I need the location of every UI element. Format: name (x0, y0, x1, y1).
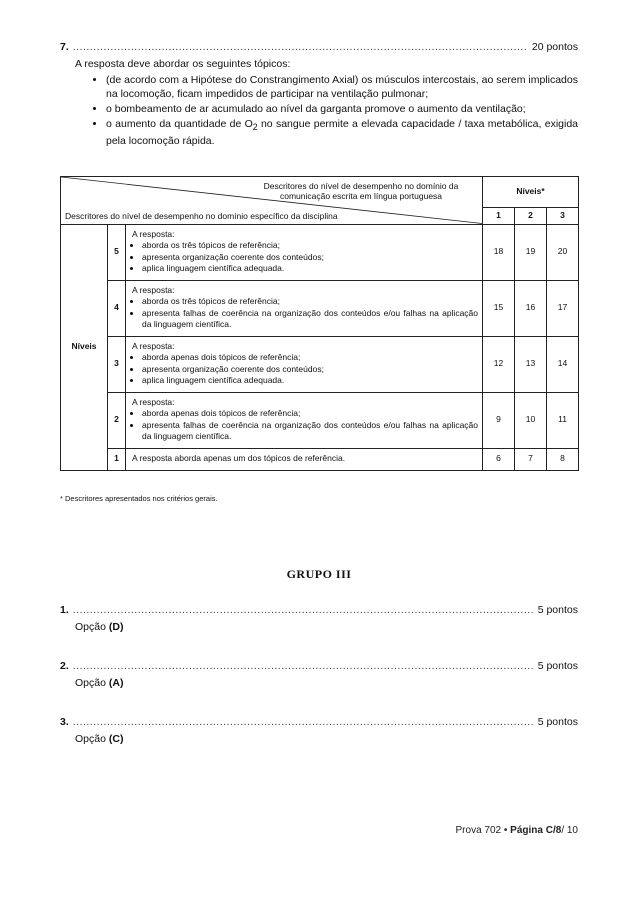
row-intro: A resposta: (132, 284, 175, 295)
score-cell: 18 (483, 224, 515, 280)
footnote: * Descritores apresentados nos critérios gerais. (60, 494, 218, 503)
scoring-table (60, 176, 579, 471)
table-row (61, 448, 579, 470)
table-row (61, 392, 579, 448)
answer-intro: A resposta deve abordar os seguintes tópicos: (75, 58, 291, 70)
topic-text: no sangue permite a elevada capacidade / taxa metabólica, exigida pela locomoção rápida. (106, 118, 579, 148)
row-level: 2 (108, 392, 126, 448)
page-total: / 10 (561, 825, 578, 836)
score-cell: 11 (547, 392, 579, 448)
row-description (126, 280, 483, 336)
section-title: GRUPO III (286, 567, 352, 581)
separator: • (501, 825, 511, 836)
row-items (132, 408, 478, 443)
question-points: 5 pontos (537, 716, 578, 728)
row-item: • aborda os três tópicos de referência; (142, 240, 478, 252)
question-3 (60, 715, 578, 745)
topics-list (90, 73, 578, 148)
score-cell: 15 (483, 280, 515, 336)
row-items (132, 352, 478, 387)
row-level: 1 (108, 448, 126, 470)
dot-leader (73, 40, 528, 54)
table-row (61, 224, 579, 280)
question-number: 2. (60, 660, 69, 672)
score-cell: 16 (515, 280, 547, 336)
answer-option (75, 621, 578, 633)
score-cell: 6 (483, 448, 515, 470)
row-description (126, 392, 483, 448)
topic-item: • (de acordo com a Hipótese do Constrangimento Axial) os músculos intercostais, ao serem implicados na locomoção, ficam impedidos de participar na ventilação pulmonar; (106, 73, 578, 101)
score-cell: 8 (547, 448, 579, 470)
question-number: 7. (60, 41, 69, 53)
row-description (126, 336, 483, 392)
row-level: 3 (108, 336, 126, 392)
question-number: 1. (60, 604, 69, 616)
row-items (132, 296, 478, 331)
topic-text: o aumento da quantidade de O (106, 118, 253, 130)
score-cell: 14 (547, 336, 579, 392)
row-intro: A resposta: (132, 228, 175, 239)
level-col-header: 1 (483, 208, 515, 225)
option-label: Opção (75, 733, 109, 745)
dot-leader (73, 659, 534, 673)
question-header (60, 603, 578, 617)
level-col-header: 3 (547, 208, 579, 225)
answer-option (75, 733, 578, 745)
option-value: (A) (108, 677, 124, 689)
score-cell: 19 (515, 224, 547, 280)
answer-option (75, 677, 578, 689)
row-item: • aborda apenas dois tópicos de referência; (142, 408, 478, 420)
row-item: • apresenta organização coerente dos conteúdos; (142, 364, 478, 376)
row-level: 4 (108, 280, 126, 336)
table-row (61, 336, 579, 392)
score-cell: 10 (515, 392, 547, 448)
question-points: 5 pontos (537, 660, 578, 672)
score-cell: 7 (515, 448, 547, 470)
row-item: • apresenta organização coerente dos conteúdos; (142, 252, 478, 264)
niveis-header: Níveis* (483, 177, 579, 208)
subscript: 2 (252, 122, 258, 133)
question-7-header (60, 40, 578, 54)
row-level: 5 (108, 224, 126, 280)
question-2 (60, 659, 578, 689)
row-item: • aborda os três tópicos de referência; (142, 296, 478, 308)
question-header (60, 715, 578, 729)
topic-item (106, 117, 578, 148)
option-value: (C) (108, 733, 124, 745)
option-value: (D) (108, 621, 124, 633)
exam-code: Prova 702 (455, 825, 502, 836)
row-item: • apresenta falhas de coerência na organização dos conteúdos e/ou falhas na aplicação da linguagem científica. (142, 308, 478, 331)
row-description (126, 224, 483, 280)
table-header-cell (61, 177, 483, 225)
row-intro: A resposta: (132, 340, 175, 351)
header-communication: Descritores do nível de desempenho no domínio da comunicação escrita em língua portuguesa (263, 181, 459, 201)
question-points: 20 pontos (531, 41, 578, 53)
row-items (132, 240, 478, 275)
question-header (60, 659, 578, 673)
question-7 (60, 40, 578, 149)
niveis-side-label: Níveis (61, 224, 108, 470)
question-number: 3. (60, 716, 69, 728)
dot-leader (73, 715, 534, 729)
option-label: Opção (75, 677, 109, 689)
level-col-header: 2 (515, 208, 547, 225)
topic-item: • o bombeamento de ar acumulado ao nível da garganta promove o aumento da ventilação; (106, 102, 578, 116)
question-1 (60, 603, 578, 633)
score-cell: 20 (547, 224, 579, 280)
score-cell: 9 (483, 392, 515, 448)
row-item: • aplica linguagem científica adequada. (142, 263, 478, 275)
score-cell: 13 (515, 336, 547, 392)
row-item: • apresenta falhas de coerência na organização dos conteúdos e/ou falhas na aplicação da linguagem científica. (142, 420, 478, 443)
score-cell: 12 (483, 336, 515, 392)
row-item: • aborda apenas dois tópicos de referência; (142, 352, 478, 364)
page-footer (456, 825, 578, 836)
score-cell: 17 (547, 280, 579, 336)
page-label: Página C/8 (510, 825, 562, 836)
row-description: A resposta aborda apenas um dos tópicos de referência. (126, 448, 483, 470)
dot-leader (73, 603, 534, 617)
row-intro: A resposta: (132, 396, 175, 407)
question-points: 5 pontos (537, 604, 578, 616)
row-item: • aplica linguagem científica adequada. (142, 375, 478, 387)
table-row (61, 280, 579, 336)
header-specific: Descritores do nível de desempenho no domínio específico da disciplina (65, 210, 338, 221)
option-label: Opção (75, 621, 109, 633)
